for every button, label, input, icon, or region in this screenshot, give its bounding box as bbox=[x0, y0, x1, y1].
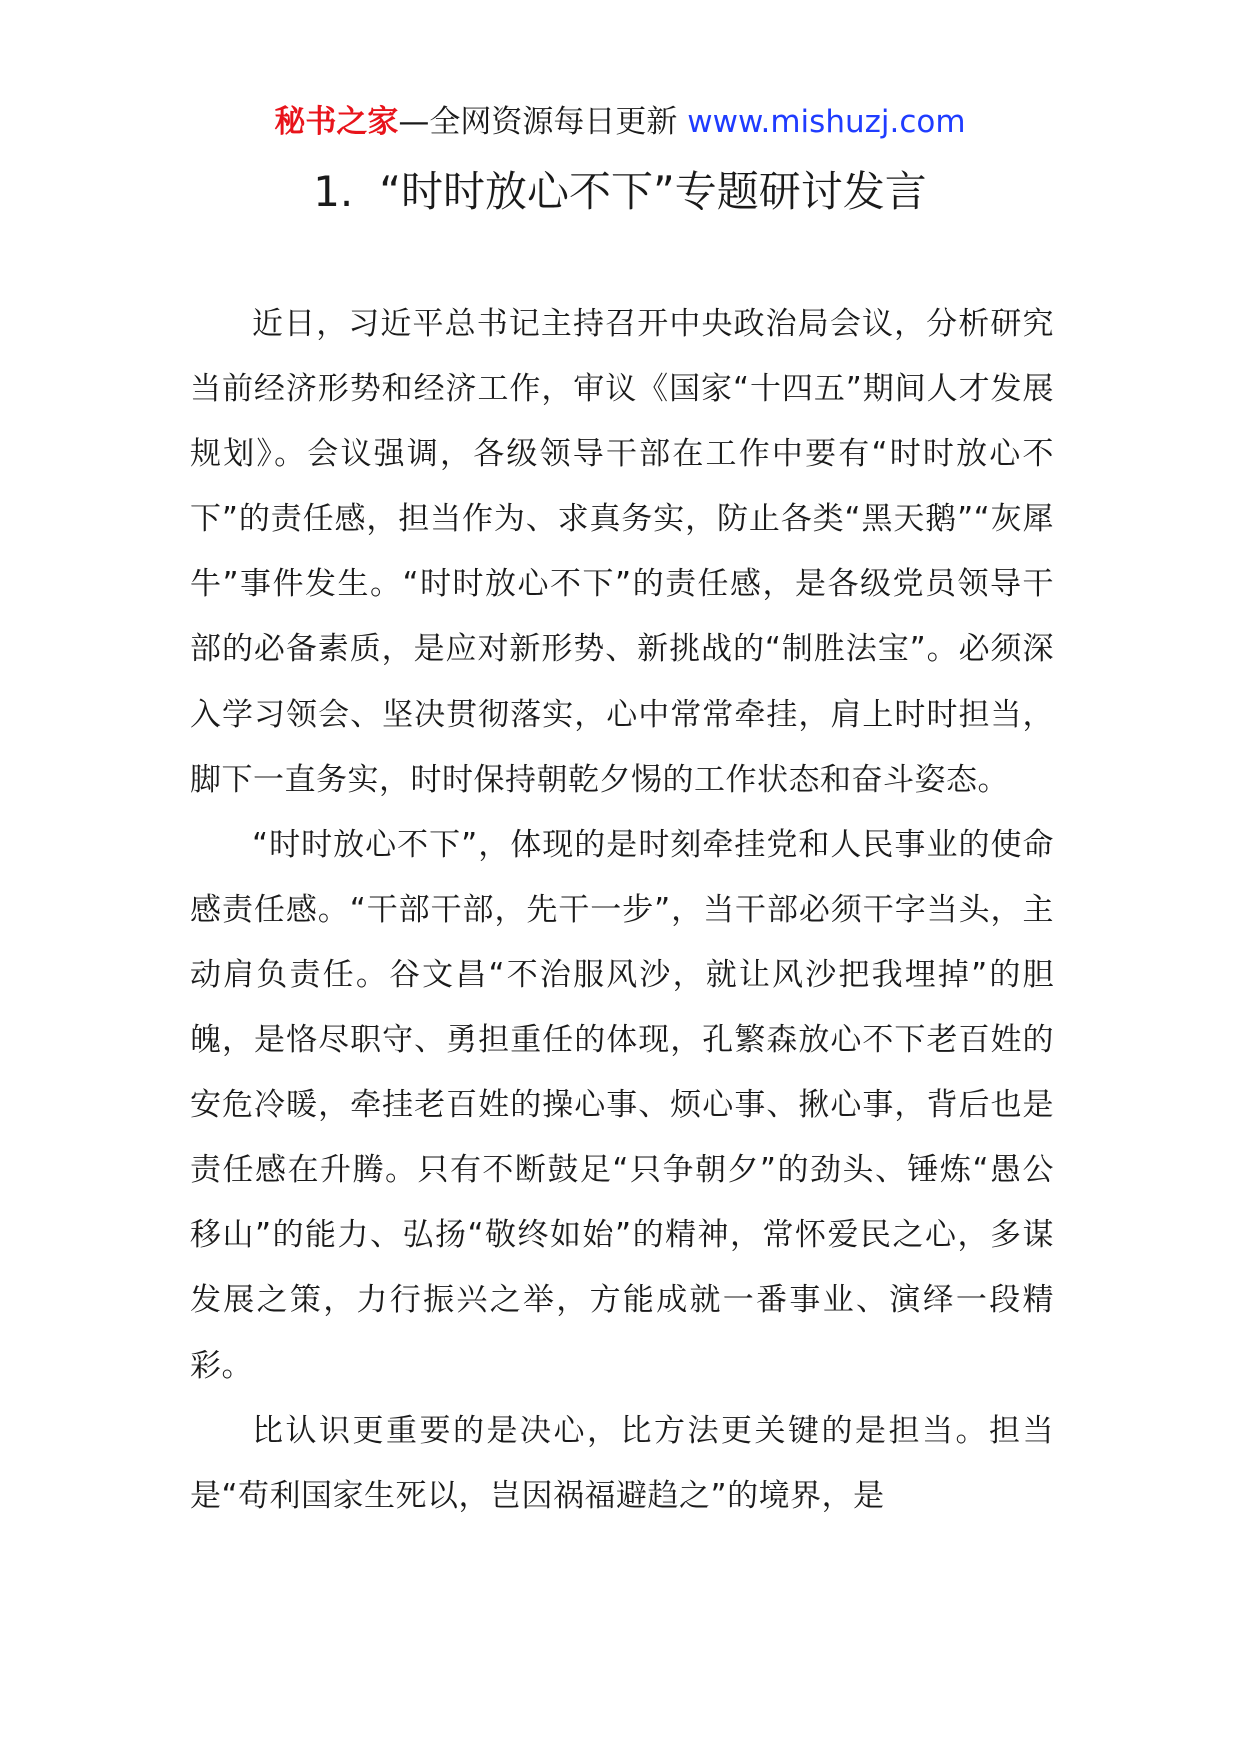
site-banner bbox=[0, 102, 1240, 142]
title-number: 1. bbox=[313, 167, 354, 216]
paragraph: 比认识更重要的是决心，比方法更关键的是担当。担当是“苟利国家生死以，岂因祸福避趋之”的境界，是 bbox=[190, 1412, 1054, 1514]
document-body bbox=[190, 292, 1054, 1529]
paragraph: “时时放心不下”，体现的是时刻牵挂党和人民事业的使命感责任感。“干部干部，先干一步”，当干部必须干字当头，主动肩负责任。谷文昌“不治服风沙，就让风沙把我埋掉”的胆魄，是恪尽职守、勇担重任的体现，孔繁森放心不下老百姓的安危冷暖，牵挂老百姓的操心事、烦心事、揪心事，背后也是责任感在升腾。只有不断鼓足“只争朝夕”的劲头、锤炼“愚公移山”的能力、弘扬“敬终如始”的精神，常怀爱民之心，多谋发展之策，力行振兴之举，方能成就一番事业、演绎一段精彩。 bbox=[190, 826, 1054, 1384]
banner-tagline: —全网资源每日更新 bbox=[398, 104, 678, 140]
brand-name: 秘书之家 bbox=[274, 104, 399, 140]
site-url-link[interactable]: www.mishuzj.com bbox=[687, 104, 966, 140]
title-text: “时时放心不下”专题研讨发言 bbox=[379, 167, 927, 216]
document-title bbox=[0, 164, 1240, 220]
paragraph: 近日，习近平总书记主持召开中央政治局会议，分析研究当前经济形势和经济工作，审议《国家“十四五”期间人才发展规划》。会议强调，各级领导干部在工作中要有“时时放心不下”的责任感，担当作为、求真务实，防止各类“黑天鹅”“灰犀牛”事件发生。“时时放心不下”的责任感，是各级党员领导干部的必备素质，是应对新形势、新挑战的“制胜法宝”。必须深入学习领会、坚决贯彻落实，心中常常牵挂，肩上时时担当，脚下一直务实，时时保持朝乾夕惕的工作状态和奋斗姿态。 bbox=[190, 306, 1054, 798]
